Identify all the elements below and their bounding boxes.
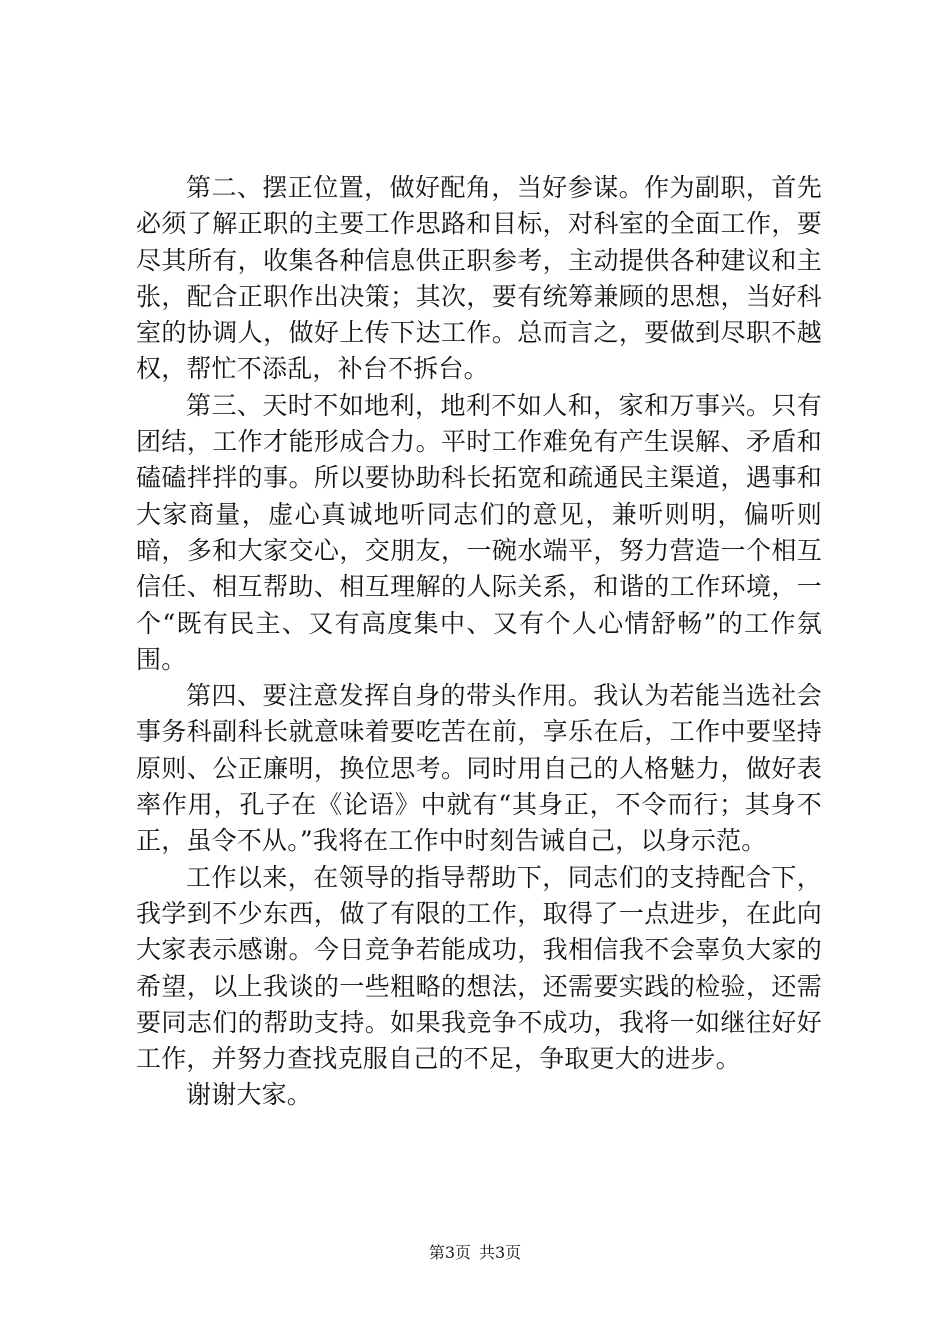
page-number-total: 共3页 [479, 1243, 522, 1262]
paragraph-fourth-point: 第四、要注意发挥自身的带头作用。我认为若能当选社会事务科副科长就意味着要吃苦在前，享乐在后，工作中要坚持原则、公正廉明，换位思考。同时用自己的人格魅力，做好表率作用，孔子在《论语》中就有“其身正，不令而行；其身不正，虽令不从。”我将在工作中时刻告诫自己，以身示范。 [136, 681, 822, 856]
paragraph-second-point: 第二、摆正位置，做好配角，当好参谋。作为副职，首先必须了解正职的主要工作思路和目标，对科室的全面工作，要尽其所有，收集各种信息供正职参考，主动提供各种建议和主张，配合正职作出决策；其次，要有统筹兼顾的思想，当好科室的协调人，做好上传下达工作。总而言之，要做到尽职不越权，帮忙不添乱，补台不拆台。 [136, 173, 822, 384]
paragraph-third-point: 第三、天时不如地利，地利不如人和，家和万事兴。只有团结，工作才能形成合力。平时工作难免有产生误解、矛盾和磕磕拌拌的事。所以要协助科长拓宽和疏通民主渠道，遇事和大家商量，虚心真诚地听同志们的意见，兼听则明，偏听则暗，多和大家交心，交朋友，一碗水端平，努力营造一个相互信任、相互帮助、相互理解的人际关系，和谐的工作环境，一个“既有民主、又有高度集中、又有个人心情舒畅”的工作氛围。 [136, 390, 822, 674]
paragraph-thanks: 谢谢大家。 [186, 1080, 313, 1110]
page-number-current: 第3页 [428, 1243, 471, 1262]
document-body [136, 170, 822, 1114]
page-footer [0, 1243, 950, 1263]
paragraph-closing: 工作以来，在领导的指导帮助下，同志们的支持配合下，我学到不少东西，做了有限的工作，取得了一点进步，在此向大家表示感谢。今日竞争若能成功，我相信我不会辜负大家的希望，以上我谈的一些粗略的想法，还需要实践的检验，还需要同志们的帮助支持。如果我竞争不成功，我将一如继往好好工作，并努力查找克服自己的不足，争取更大的进步。 [136, 862, 822, 1074]
